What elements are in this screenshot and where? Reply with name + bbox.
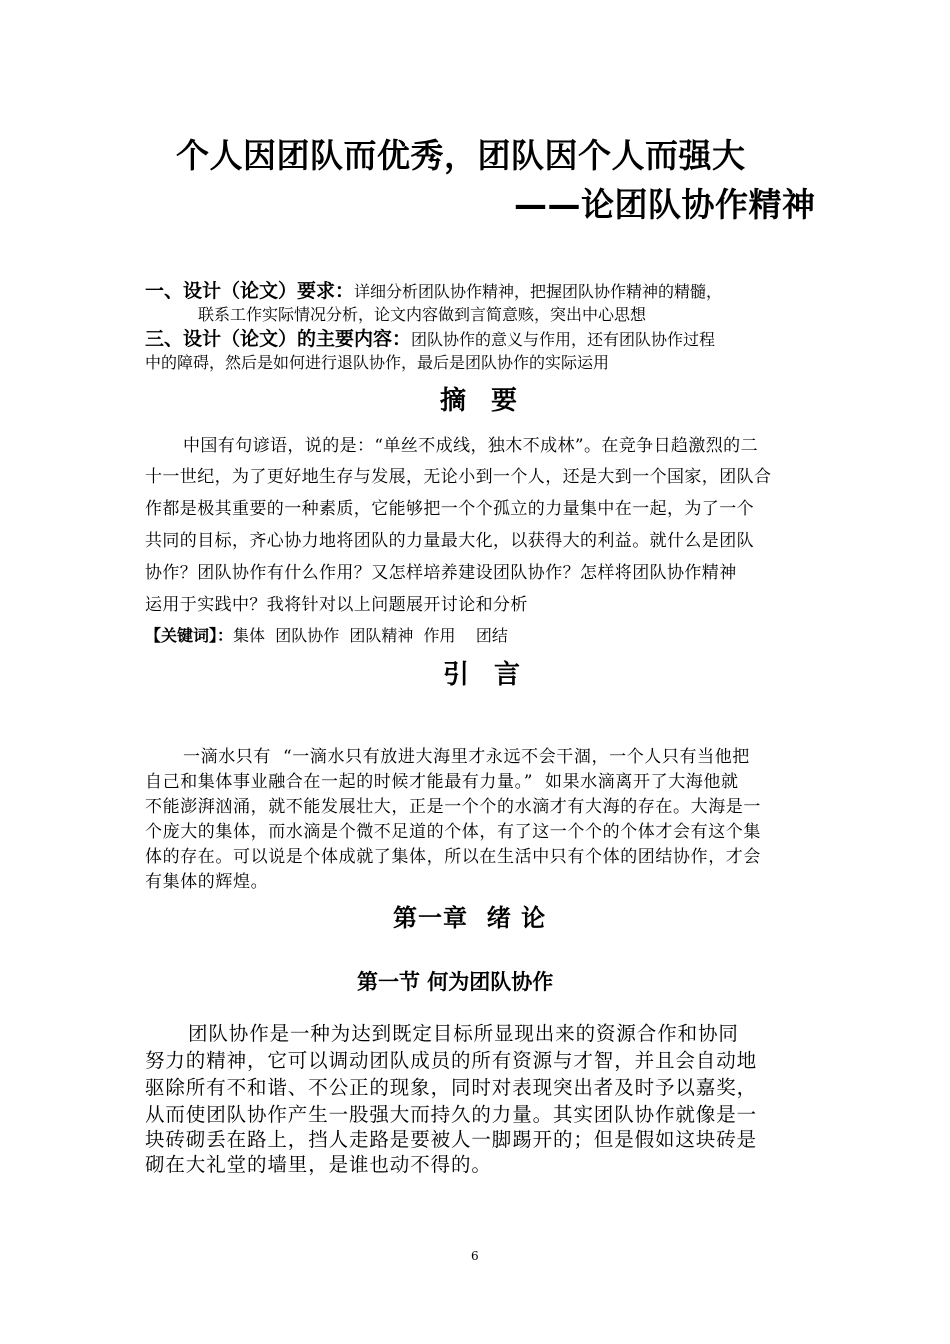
design-requirements-label: 一、设计（论文）要求： — [145, 280, 355, 302]
chapter-line: 砌在大礼堂的墙里，是谁也动不得的。 — [145, 1153, 492, 1176]
keywords-list: 集体 团队协作 团队精神 作用 团结 — [233, 626, 508, 645]
abstract-line: 共同的目标，齐心协力地将团队的力量最大化，以获得大的利益。就什么是团队 — [145, 531, 754, 551]
introduction-heading: 引 言 — [443, 660, 529, 690]
keywords — [145, 623, 508, 646]
chapter-heading: 第一章 绪 论 — [393, 904, 547, 932]
page-number: 6 — [471, 1249, 479, 1263]
sub-title: ——论团队协作精神 — [514, 185, 816, 224]
introduction-line: 有集体的辉煌。 — [145, 872, 269, 892]
introduction-line: 一滴水只有 “一滴水只有放进大海里才永远不会干涸，一个人只有当他把 — [183, 747, 750, 767]
abstract-line: 协作？团队协作有什么作用？又怎样培养建设团队协作？怎样将团队协作精神 — [145, 563, 737, 583]
main-title: 个人因团队而优秀，团队因个人而强大 — [176, 136, 746, 175]
abstract-line: 作都是极其重要的一种素质，它能够把一个个孤立的力量集中在一起，为了一个 — [145, 499, 754, 519]
abstract-line: 运用于实践中？我将针对以上问题展开讨论和分析 — [145, 595, 528, 615]
introduction-line: 个庞大的集体，而水滴是个微不足道的个体，有了这一个个的个体才会有这个集 — [145, 822, 761, 842]
abstract-heading: 摘 要 — [440, 386, 526, 416]
main-content-text: 团队协作的意义与作用，还有团队协作过程 — [411, 330, 716, 349]
abstract-line: 十一世纪，为了更好地生存与发展，无论小到一个人，还是大到一个国家，团队合 — [145, 467, 772, 487]
design-requirements-continued: 联系工作实际情况分析，论文内容做到言简意赅，突出中心思想 — [198, 305, 647, 324]
section-heading: 第一节 何为团队协作 — [357, 970, 554, 994]
design-requirements — [145, 276, 722, 303]
main-content-continued: 中的障碍，然后是如何进行退队协作，最后是团队协作的实际运用 — [145, 353, 610, 372]
chapter-line: 从而使团队协作产生一股强大而持久的力量。其实团队协作就像是一 — [145, 1103, 758, 1126]
design-requirements-text: 详细分析团队协作精神，把握团队协作精神的精髓， — [354, 282, 723, 301]
introduction-line: 自己和集体事业融合在一起的时候才能最有力量。” 如果水滴离开了大海他就 — [145, 772, 739, 792]
keywords-label: 【关键词】： — [145, 626, 234, 645]
chapter-line: 团队协作是一种为达到既定目标所显现出来的资源合作和协同 — [188, 1022, 739, 1045]
main-content — [145, 324, 715, 351]
introduction-line: 不能澎湃汹涌，就不能发展壮大，正是一个个的水滴才有大海的存在。大海是一 — [145, 797, 761, 817]
chapter-line: 块砖砌丢在路上，挡人走路是要被人一脚踢开的；但是假如这块砖是 — [145, 1128, 758, 1151]
chapter-line: 驱除所有不和谐、不公正的现象，同时对表现突出者及时予以嘉奖， — [145, 1076, 758, 1099]
main-content-label: 三、设计（论文）的主要内容： — [145, 328, 412, 350]
introduction-line: 体的存在。可以说是个体成就了集体，所以在生活中只有个体的团结协作，才会 — [145, 847, 761, 867]
abstract-line: 中国有句谚语，说的是：“单丝不成线，独木不成林”。在竞争日趋激烈的二 — [183, 436, 758, 456]
chapter-line: 努力的精神，它可以调动团队成员的所有资源与才智，并且会自动地 — [145, 1049, 758, 1072]
